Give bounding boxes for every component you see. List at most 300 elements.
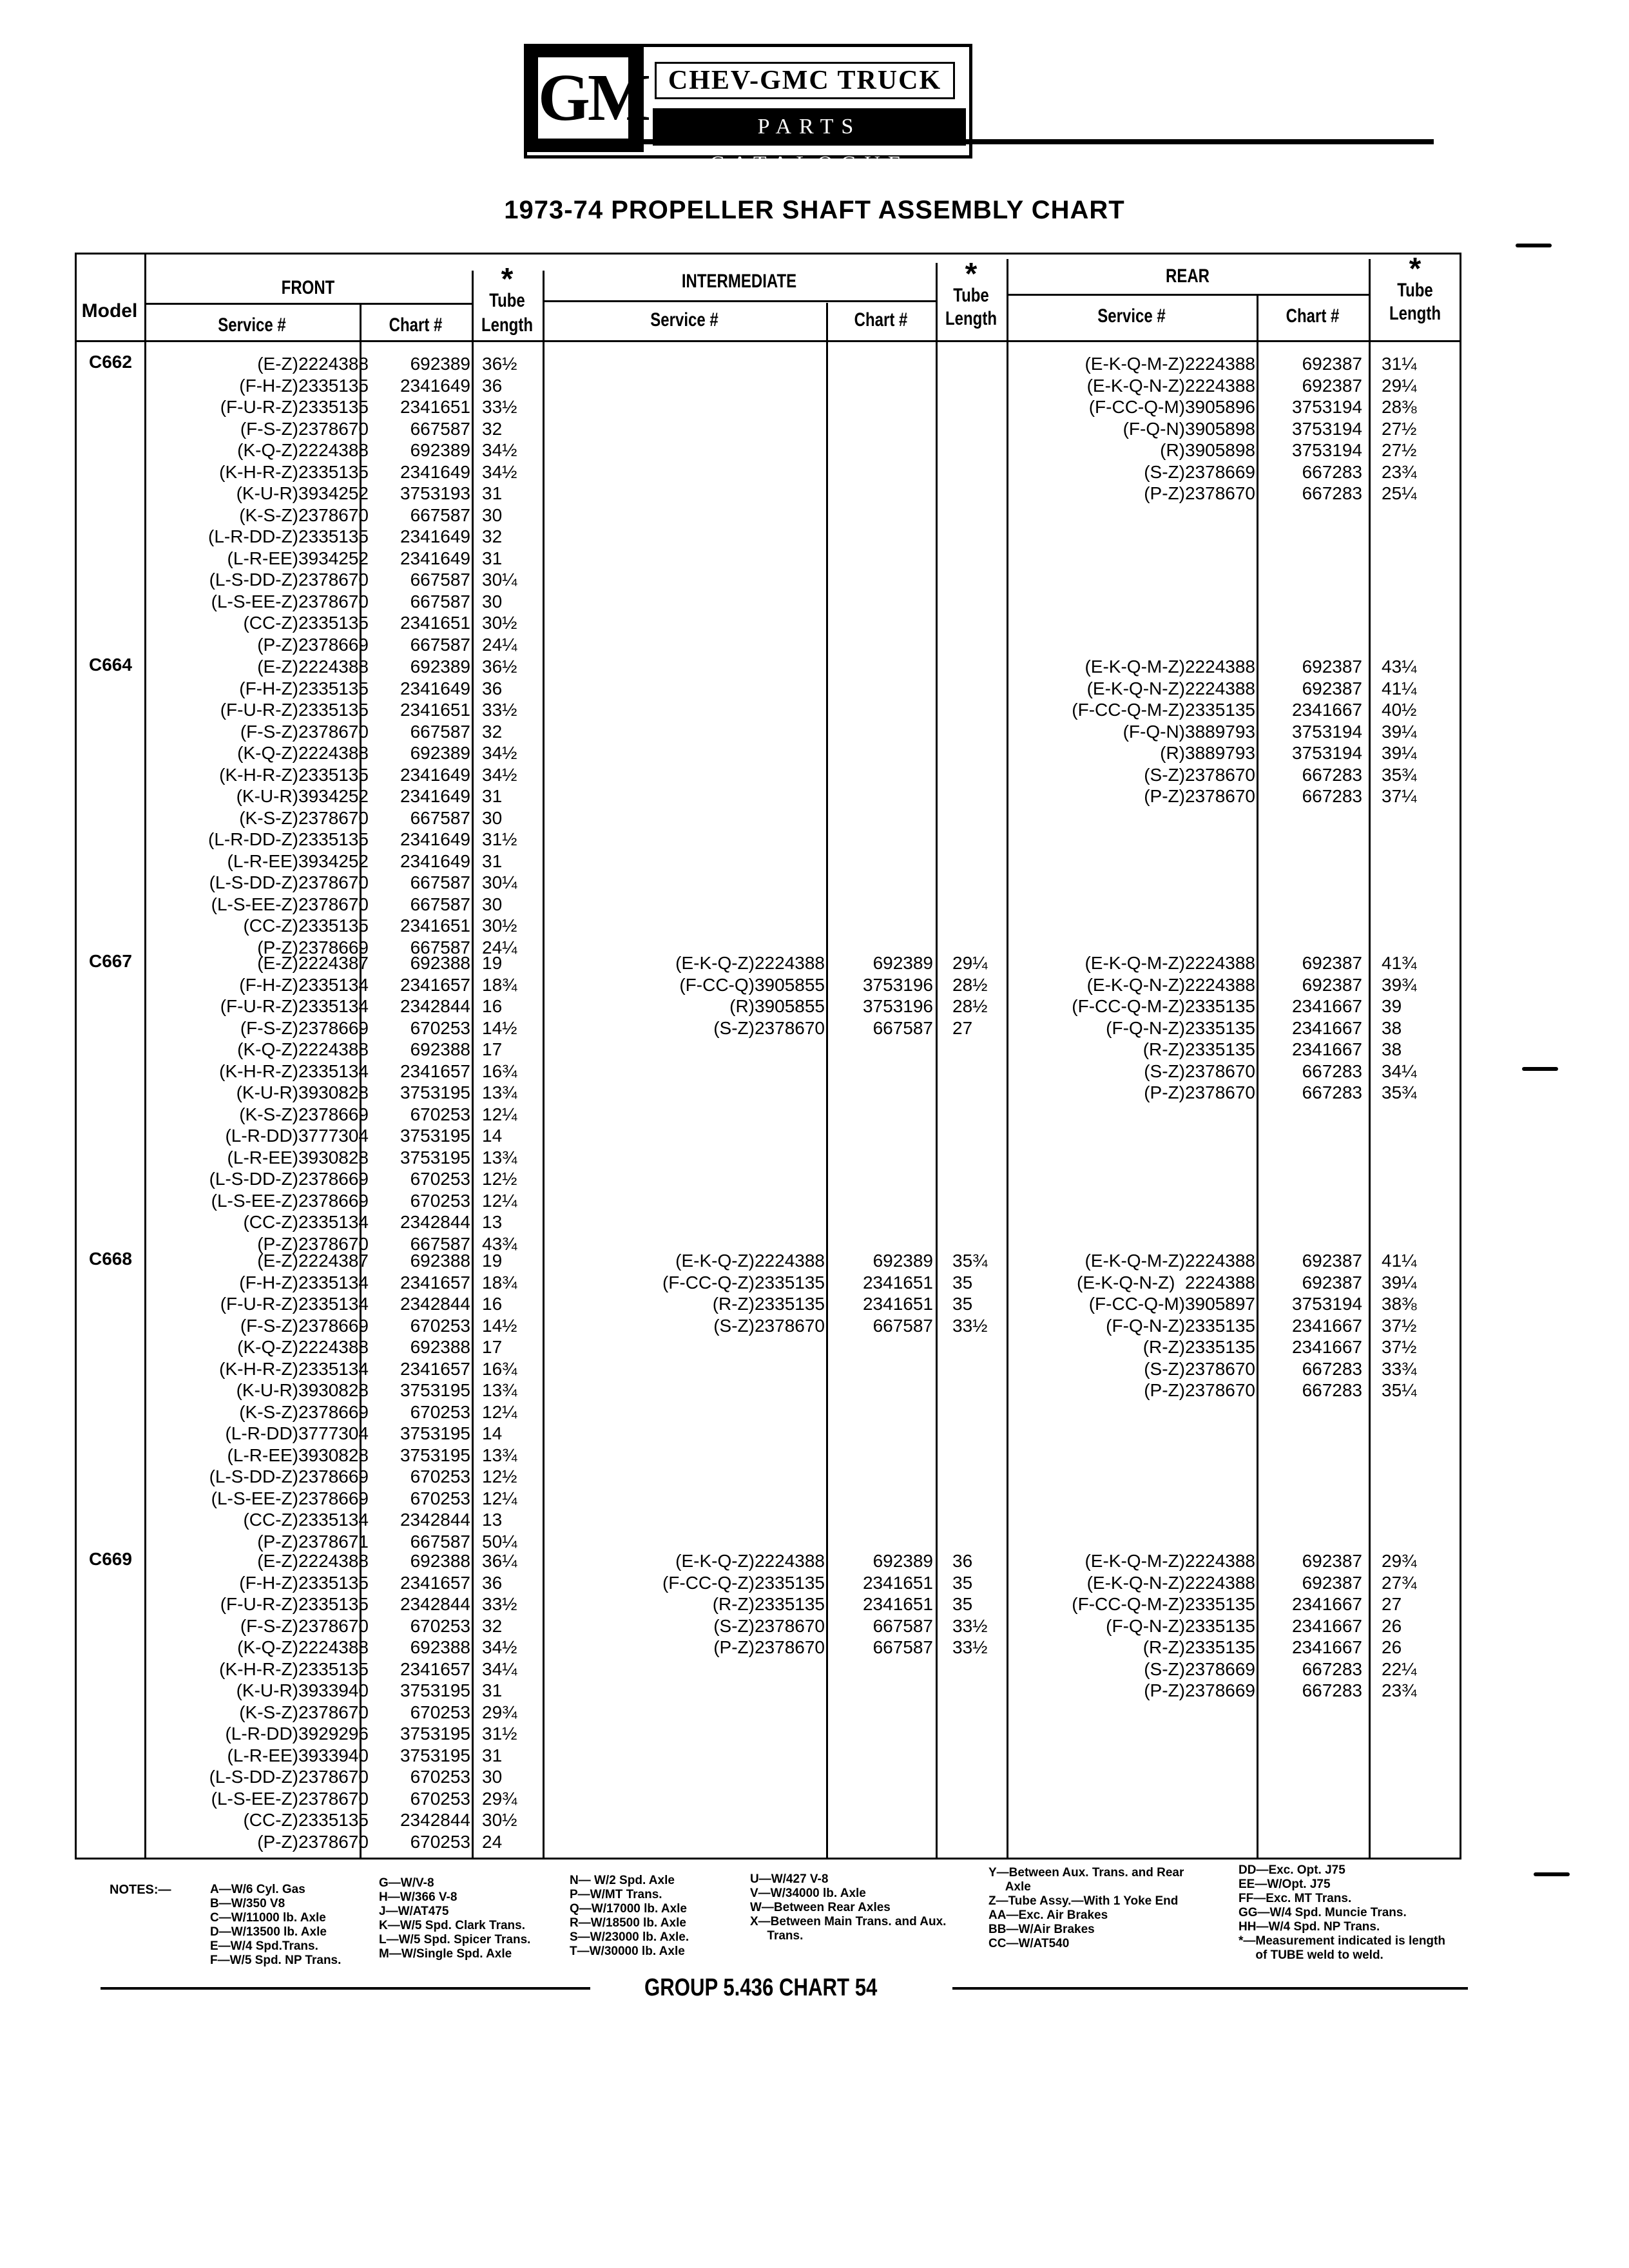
table-cell: 31¼	[1382, 354, 1417, 374]
table-cell: 667283	[1302, 1082, 1362, 1102]
table-cell: (S-Z)2378669	[1144, 461, 1255, 482]
header-rear: REAR	[1165, 265, 1210, 287]
table-cell: 36	[482, 1572, 503, 1593]
table-cell: 2342844	[400, 996, 470, 1016]
table-cell: 36¼	[482, 1551, 517, 1571]
table-cell: 3753194	[1291, 418, 1362, 439]
table-cell: 35	[952, 1272, 973, 1293]
header-front-star: *	[501, 262, 514, 296]
header-inter-chart: Chart #	[854, 309, 908, 331]
table-cell: 670253	[410, 1401, 470, 1422]
notes-col-3: N— W/2 Spd. Axle P—W/MT Trans. Q—W/17000 lb. Axle R—W/18500 lb. Axle S—W/23000 lb. Axle. T—W/30000 lb. Axle	[570, 1874, 689, 1958]
table-cell: (L-S-EE-Z)2378669	[211, 1488, 369, 1508]
table-cell: 2341651	[862, 1572, 933, 1593]
front-chart-col	[361, 1550, 470, 1852]
inter-length-col	[952, 1250, 1007, 1336]
table-cell: 3753193	[400, 483, 470, 503]
table-cell: 37½	[1382, 1337, 1417, 1357]
table-cell: 692389	[872, 953, 933, 973]
table-cell: (P-Z)2378669	[257, 937, 369, 957]
table-cell: 2341657	[400, 1358, 470, 1379]
table-cell: 2341657	[400, 1658, 470, 1679]
table-cell: (E-K-Q-N-Z)2224388	[1086, 1572, 1255, 1593]
table-cell: 39¾	[1382, 974, 1417, 995]
table-cell: 3753195	[400, 1082, 470, 1102]
table-cell: 667587	[872, 1615, 933, 1636]
table-cell: 667587	[410, 807, 470, 828]
gm-logo-text: GM	[536, 55, 630, 140]
table-cell: 692389	[410, 743, 470, 763]
table-cell: 37¼	[1382, 786, 1417, 806]
table-cell: 667587	[410, 1531, 470, 1552]
table-cell: 3753195	[400, 1147, 470, 1168]
table-cell: 692387	[1302, 953, 1362, 973]
table-cell: 692387	[1302, 354, 1362, 374]
table-cell: 23¾	[1382, 461, 1417, 482]
table-cell: 2341651	[862, 1272, 933, 1293]
table-cell: 2341649	[400, 829, 470, 849]
table-cell: 2342844	[400, 1294, 470, 1314]
front-length-col	[482, 656, 544, 958]
table-cell: (L-R-DD)3929296	[225, 1724, 369, 1744]
table-cell: (L-R-DD-Z)2335135	[208, 829, 369, 849]
table-cell: 24¼	[482, 634, 517, 655]
table-cell: (K-Q-Z)2224388	[237, 440, 369, 460]
table-cell: 2341657	[400, 1061, 470, 1081]
table-cell: (K-Q-Z)2224388	[237, 1039, 369, 1059]
table-cell: (E-K-Q-N-Z)2224388	[1086, 974, 1255, 995]
table-cell: 16	[482, 1294, 503, 1314]
table-cell: (F-U-R-Z)2335135	[220, 700, 369, 720]
table-cell: 670253	[410, 1017, 470, 1038]
table-cell: 36	[482, 678, 503, 698]
table-cell: 2341651	[862, 1294, 933, 1314]
table-cell: 2341649	[400, 375, 470, 396]
table-cell: 30	[482, 807, 503, 828]
table-cell: (P-Z)2378671	[257, 1531, 369, 1552]
table-cell: (K-H-R-Z)2335134	[219, 1061, 369, 1081]
table-cell: (S-Z)2378670	[713, 1615, 825, 1636]
table-cell: (CC-Z)2335135	[243, 1810, 369, 1830]
table-cell: (P-Z)2378670	[257, 1831, 369, 1852]
table-cell: 22¼	[1382, 1658, 1417, 1679]
table-cell: 3753195	[400, 1445, 470, 1465]
table-cell: 34¼	[482, 1658, 517, 1679]
table-cell: 2342844	[400, 1212, 470, 1232]
table-cell: 29¾	[482, 1702, 517, 1722]
table-cell: 3753195	[400, 1745, 470, 1765]
table-cell: 13	[482, 1212, 503, 1232]
table-cell: (F-Q-N-Z)2335135	[1106, 1315, 1255, 1336]
table-cell: 2341667	[1291, 1315, 1362, 1336]
table-cell: 34½	[482, 764, 517, 785]
table-cell: 2341657	[400, 1272, 470, 1293]
inter-chart-col	[827, 1550, 933, 1658]
table-cell: (E-Z)2224387	[257, 1251, 369, 1271]
table-cell: 36½	[482, 657, 517, 677]
table-cell: (L-R-DD)3777304	[225, 1423, 369, 1443]
table-cell: (K-Q-Z)2224388	[237, 1337, 369, 1357]
footer-chart-ref: GROUP 5.436 CHART 54	[644, 1974, 878, 2001]
header-rule	[543, 300, 937, 302]
rear-length-col	[1382, 1550, 1459, 1702]
table-cell: 692387	[1302, 1272, 1362, 1293]
table-cell: 19	[482, 1251, 503, 1271]
table-cell: 35	[952, 1294, 973, 1314]
table-cell: 3753195	[400, 1423, 470, 1443]
table-cell: 667587	[410, 872, 470, 892]
table-cell: 33½	[482, 700, 517, 720]
table-cell: 29¾	[1382, 1551, 1417, 1571]
table-cell: 31	[482, 850, 503, 871]
rear-chart-col	[1258, 353, 1362, 505]
table-cell: 13	[482, 1510, 503, 1530]
table-cell: (F-H-Z)2335135	[239, 1572, 369, 1593]
table-cell: 38	[1382, 1017, 1402, 1038]
rear-length-col	[1382, 353, 1459, 505]
notes-col-4: U—W/427 V-8 V—W/34000 lb. Axle W—Between Rear Axles X—Between Main Trans. and Aux. Trans.	[750, 1872, 947, 1943]
table-cell: 31	[482, 1680, 503, 1700]
table-cell: (E-Z)2224388	[257, 1551, 369, 1571]
model-label: C664	[89, 655, 132, 675]
table-cell: 670253	[410, 1104, 470, 1124]
rear-length-col	[1382, 952, 1459, 1104]
table-cell: 2341667	[1291, 996, 1362, 1016]
table-cell: (F-Q-N-Z)2335135	[1106, 1017, 1255, 1038]
rear-service-col	[1008, 1550, 1255, 1702]
table-cell: (F-U-R-Z)2335134	[220, 1294, 369, 1314]
table-cell: (F-CC-Q-Z)2335135	[662, 1272, 825, 1293]
table-cell: 16¾	[482, 1358, 517, 1379]
notes-col-5: Y—Between Aux. Trans. and Rear Axle Z—Tube Assy.—With 1 Yoke End AA—Exc. Air Brakes BB—W/Air Brakes CC—W/AT540	[988, 1866, 1184, 1950]
table-cell: (E-Z)2224388	[257, 354, 369, 374]
rear-chart-col	[1258, 1250, 1362, 1401]
table-cell: 692387	[1302, 375, 1362, 396]
table-cell: 667587	[410, 721, 470, 742]
table-cell: (F-Q-N)3905898	[1123, 418, 1255, 439]
margin-dash	[1522, 1067, 1558, 1071]
table-cell: (F-H-Z)2335135	[239, 375, 369, 396]
table-cell: (P-Z)2378670	[1144, 786, 1255, 806]
table-cell: 692389	[872, 1251, 933, 1271]
table-cell: 39¼	[1382, 1272, 1417, 1293]
table-cell: (K-U-R)3933940	[236, 1680, 369, 1700]
margin-dash	[1516, 244, 1552, 247]
table-cell: 2341667	[1291, 700, 1362, 720]
table-cell: 667283	[1302, 483, 1362, 503]
header-inter-length: Length	[945, 308, 997, 329]
table-cell: 30	[482, 505, 503, 525]
table-cell: 30½	[482, 613, 517, 633]
table-cell: 670253	[410, 1702, 470, 1722]
table-cell: (E-K-Q-N-Z)2224388	[1086, 375, 1255, 396]
table-cell: 34½	[482, 743, 517, 763]
table-cell: 40½	[1382, 700, 1417, 720]
front-service-col	[146, 1550, 369, 1852]
table-cell: 35	[952, 1572, 973, 1593]
inter-length-col	[952, 952, 1007, 1039]
table-cell: 39¼	[1382, 743, 1417, 763]
table-cell: 3753194	[1291, 743, 1362, 763]
table-cell: (R)3905898	[1160, 440, 1255, 460]
inter-service-col	[544, 1550, 825, 1658]
table-cell: (CC-Z)2335134	[243, 1212, 369, 1232]
table-cell: (S-Z)2378670	[1144, 1358, 1255, 1379]
table-cell: (F-CC-Q-M-Z)2335135	[1072, 1594, 1255, 1614]
notes-col-1: A—W/6 Cyl. Gas B—W/350 V8 C—W/11000 lb. Axle D—W/13500 lb. Axle E—W/4 Spd.Trans. F—W/5 Spd. NP Trans.	[210, 1883, 342, 1967]
table-cell: 692388	[410, 1039, 470, 1059]
table-cell: (F-H-Z)2335135	[239, 678, 369, 698]
table-cell: 3753196	[862, 974, 933, 995]
table-cell: 692387	[1302, 678, 1362, 698]
table-cell: (R-Z)2335135	[1142, 1039, 1255, 1059]
header-front-length: Length	[481, 314, 533, 336]
table-cell: 33½	[952, 1615, 988, 1636]
table-cell: 34½	[482, 440, 517, 460]
table-cell: (E-K-Q-M-Z)2224388	[1084, 1251, 1255, 1271]
table-cell: 2341649	[400, 850, 470, 871]
table-cell: 692388	[410, 953, 470, 973]
table-cell: (F-S-Z)2378670	[240, 721, 369, 742]
table-cell: 38	[1382, 1039, 1402, 1059]
inter-length-col	[952, 1550, 1007, 1658]
model-label: C669	[89, 1549, 132, 1569]
header-front-tube: Tube	[489, 290, 525, 311]
table-cell: (S-Z)2378670	[1144, 1061, 1255, 1081]
table-cell: 670253	[410, 1488, 470, 1508]
front-chart-col	[361, 353, 470, 655]
table-cell: 30¼	[482, 570, 517, 590]
table-cell: 30	[482, 1767, 503, 1787]
table-cell: 18¾	[482, 974, 517, 995]
table-cell: (E-K-Q-Z)2224388	[675, 1251, 825, 1271]
table-cell: 692388	[410, 1251, 470, 1271]
header-front-service: Service #	[218, 314, 286, 336]
table-cell: 33½	[952, 1315, 988, 1336]
table-cell: (K-Q-Z)2224388	[237, 1637, 369, 1657]
table-cell: 667587	[410, 505, 470, 525]
table-cell: (L-R-EE)3930828	[227, 1147, 369, 1168]
table-cell: (E-Z)2224388	[257, 657, 369, 677]
table-cell: (L-R-EE)3933940	[227, 1745, 369, 1765]
table-cell: 670253	[410, 1788, 470, 1809]
table-cell: 35¾	[1382, 764, 1417, 785]
table-cell: 27¾	[1382, 1572, 1417, 1593]
table-cell: (R)3905855	[729, 996, 825, 1016]
header-inter-service: Service #	[650, 309, 718, 331]
table-cell: 14½	[482, 1315, 517, 1336]
table-cell: 2341657	[400, 974, 470, 995]
table-cell: (K-H-R-Z)2335135	[219, 764, 369, 785]
table-cell: 38⅜	[1382, 1294, 1417, 1314]
table-cell: 670253	[410, 1831, 470, 1852]
table-cell: 24¼	[482, 937, 517, 957]
table-cell: 3753194	[1291, 721, 1362, 742]
table-cell: 2341649	[400, 461, 470, 482]
table-cell: 670253	[410, 1315, 470, 1336]
table-cell: 2341651	[862, 1594, 933, 1614]
table-cell: (K-U-R)3930828	[236, 1082, 369, 1102]
table-cell: 667283	[1302, 764, 1362, 785]
table-cell: 692387	[1302, 974, 1362, 995]
table-cell: 692389	[410, 657, 470, 677]
table-cell: 34½	[482, 1637, 517, 1657]
table-cell: 692387	[1302, 1251, 1362, 1271]
table-cell: 667283	[1302, 786, 1362, 806]
front-service-col	[146, 353, 369, 655]
table-cell: 12½	[482, 1466, 517, 1486]
table-cell: 37½	[1382, 1315, 1417, 1336]
table-cell: 692388	[410, 1337, 470, 1357]
table-cell: (K-Q-Z)2224388	[237, 743, 369, 763]
table-cell: 667587	[410, 418, 470, 439]
rear-length-col	[1382, 656, 1459, 807]
header-front-chart: Chart #	[389, 314, 443, 336]
table-cell: 3753195	[400, 1380, 470, 1400]
table-cell: (E-K-Q-M-Z)2224388	[1084, 1551, 1255, 1571]
table-cell: 667283	[1302, 1358, 1362, 1379]
table-cell: 692387	[1302, 1572, 1362, 1593]
table-cell: 27½	[1382, 440, 1417, 460]
table-cell: 31	[482, 1745, 503, 1765]
col-divider	[1369, 259, 1371, 1860]
table-cell: 2341651	[400, 916, 470, 936]
table-cell: 33¾	[1382, 1358, 1417, 1379]
table-cell: 19	[482, 953, 503, 973]
table-cell: (K-U-R)3930828	[236, 1380, 369, 1400]
table-cell: 667283	[1302, 1380, 1362, 1400]
table-cell: 2341651	[400, 613, 470, 633]
table-cell: (F-H-Z)2335134	[239, 974, 369, 995]
table-cell: 39	[1382, 996, 1402, 1016]
table-cell: (P-Z)2378670	[1144, 1082, 1255, 1102]
table-cell: (E-K-Q-M-Z)2224388	[1084, 354, 1255, 374]
table-cell: 3753196	[862, 996, 933, 1016]
table-cell: (F-S-Z)2378669	[240, 1017, 369, 1038]
table-cell: 16¾	[482, 1061, 517, 1081]
table-cell: 13¾	[482, 1082, 517, 1102]
col-divider	[936, 263, 938, 1860]
table-cell: (F-U-R-Z)2335135	[220, 397, 369, 417]
table-cell: (K-S-Z)2378670	[239, 505, 369, 525]
table-cell: (P-Z)2378670	[1144, 483, 1255, 503]
table-cell: 34¼	[1382, 1061, 1417, 1081]
table-cell: 33½	[482, 1594, 517, 1614]
table-cell: 14	[482, 1423, 503, 1443]
front-chart-col	[361, 1250, 470, 1552]
table-cell: (F-CC-Q)3905855	[679, 974, 825, 995]
table-cell: 26	[1382, 1615, 1402, 1636]
table-cell: 29¼	[1382, 375, 1417, 396]
rear-chart-col	[1258, 656, 1362, 807]
table-cell: 2341651	[400, 397, 470, 417]
table-cell: 692387	[1302, 657, 1362, 677]
table-cell: (L-S-EE-Z)2378670	[211, 1788, 369, 1809]
table-cell: (L-S-DD-Z)2378669	[209, 1169, 369, 1189]
table-cell: (P-Z)2378670	[713, 1637, 825, 1657]
table-cell: 31	[482, 786, 503, 806]
inter-chart-col	[827, 952, 933, 1039]
table-cell: (P-Z)2378669	[257, 634, 369, 655]
rear-service-col	[1008, 952, 1255, 1104]
table-cell: 692388	[410, 1637, 470, 1657]
table-cell: (S-Z)2378670	[1144, 764, 1255, 785]
table-cell: (R-Z)2335135	[712, 1294, 825, 1314]
table-cell: 23¾	[1382, 1680, 1417, 1700]
table-cell: 32	[482, 721, 503, 742]
table-cell: 28½	[952, 996, 988, 1016]
table-cell: (CC-Z)2335134	[243, 1510, 369, 1530]
page-title: 1973-74 PROPELLER SHAFT ASSEMBLY CHART	[504, 196, 1125, 224]
table-cell: 50¼	[482, 1531, 517, 1552]
table-cell: (L-S-EE-Z)2378670	[211, 894, 369, 914]
table-cell: (F-Q-N-Z)2335135	[1106, 1615, 1255, 1636]
header-rear-star: *	[1409, 252, 1422, 286]
table-cell: (L-S-EE-Z)2378669	[211, 1190, 369, 1211]
table-cell: 2341657	[400, 1572, 470, 1593]
table-cell: 2341667	[1291, 1594, 1362, 1614]
table-cell: (F-S-Z)2378669	[240, 1315, 369, 1336]
table-cell: 41¾	[1382, 953, 1417, 973]
rear-length-col	[1382, 1250, 1459, 1401]
footer-rule-right	[952, 1987, 1468, 1990]
table-cell: (F-CC-Q-M-Z)2335135	[1072, 700, 1255, 720]
catalogue-subtitle: PARTS CATALOGUE	[653, 108, 966, 146]
header-inter-tube: Tube	[953, 285, 989, 306]
table-cell: 28⅜	[1382, 397, 1417, 417]
table-cell: 3753194	[1291, 1294, 1362, 1314]
table-cell: (F-S-Z)2378670	[240, 418, 369, 439]
table-cell: (K-H-R-Z)2335134	[219, 1358, 369, 1379]
table-cell: 2341649	[400, 786, 470, 806]
front-length-col	[482, 1250, 544, 1552]
table-cell: 17	[482, 1039, 503, 1059]
table-cell: 667283	[1302, 1061, 1362, 1081]
table-cell: 39¼	[1382, 721, 1417, 742]
table-cell: (K-U-R)3934252	[236, 483, 369, 503]
rear-service-col	[1008, 353, 1255, 505]
table-cell: 2341667	[1291, 1637, 1362, 1657]
notes-col-2: G—W/V-8 H—W/366 V-8 J—W/AT475 K—W/5 Spd. Clark Trans. L—W/5 Spd. Spicer Trans. M—W/Single Spd. Axle	[379, 1876, 531, 1961]
table-cell: 2342844	[400, 1510, 470, 1530]
table-cell: 14½	[482, 1017, 517, 1038]
header-rear-chart: Chart #	[1286, 305, 1340, 327]
header-rule	[524, 139, 1434, 144]
table-cell: 667283	[1302, 461, 1362, 482]
col-divider	[472, 271, 474, 1860]
front-chart-col	[361, 656, 470, 958]
table-cell: 667283	[1302, 1680, 1362, 1700]
front-length-col	[482, 952, 544, 1254]
header-model: Model	[81, 300, 138, 322]
table-cell: 14	[482, 1126, 503, 1146]
table-cell: 2342844	[400, 1810, 470, 1830]
table-cell: 13¾	[482, 1445, 517, 1465]
table-cell: (R-Z)2335135	[1142, 1337, 1255, 1357]
table-cell: 24	[482, 1831, 503, 1852]
table-cell: (E-K-Q-N-Z) 2224388	[1077, 1272, 1255, 1293]
notes-label: NOTES:—	[110, 1883, 171, 1897]
table-cell: 30¼	[482, 872, 517, 892]
table-cell: (S-Z)2378670	[713, 1017, 825, 1038]
table-cell: 2341667	[1291, 1337, 1362, 1357]
header-front: FRONT	[281, 277, 335, 298]
table-cell: (F-CC-Q-M)3905896	[1088, 397, 1255, 417]
table-cell: (K-U-R)3934252	[236, 786, 369, 806]
header-rule	[144, 303, 473, 305]
header-rear-length: Length	[1389, 303, 1441, 324]
table-cell: 41¼	[1382, 1251, 1417, 1271]
